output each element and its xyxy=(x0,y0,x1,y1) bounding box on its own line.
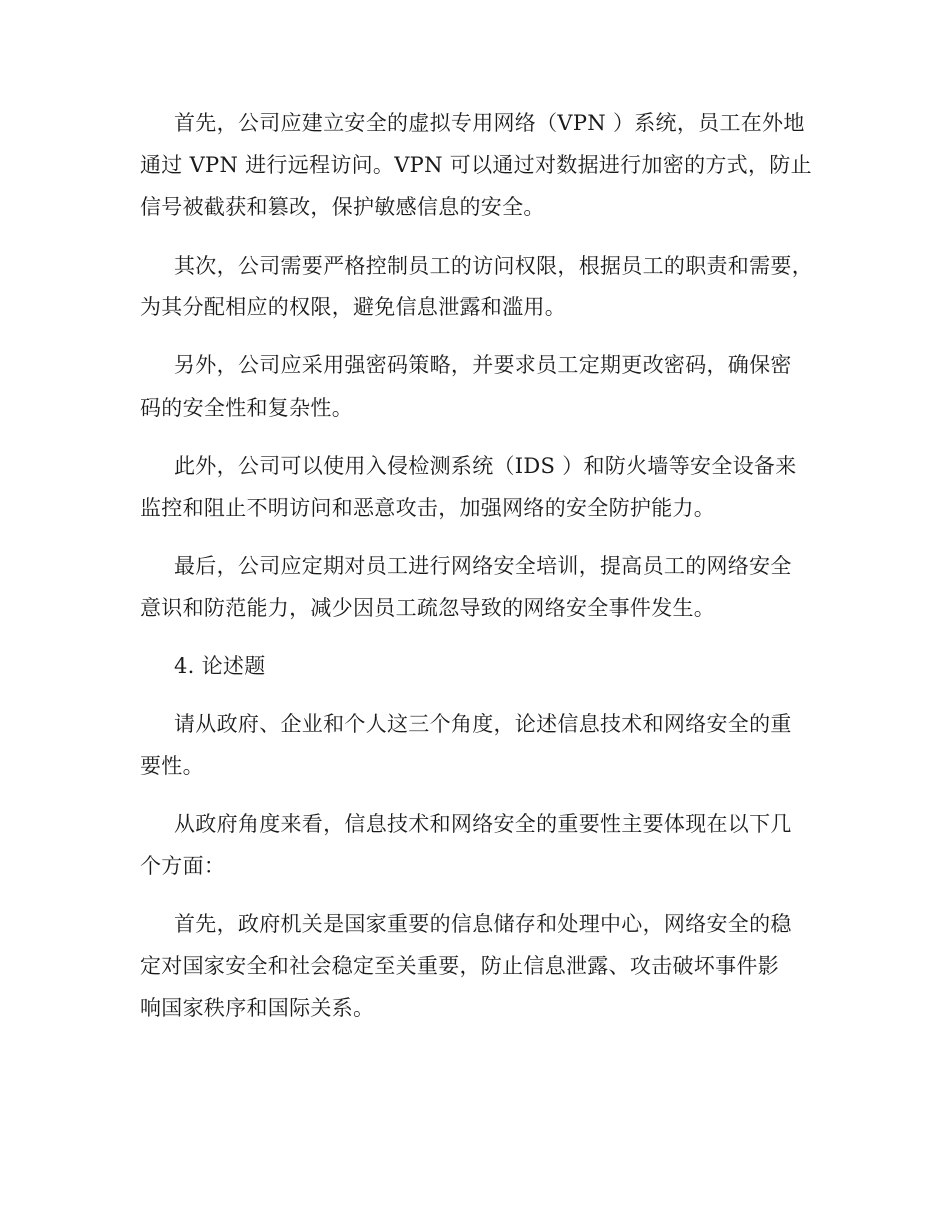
paragraph-line: 响国家秩序和国际关系。 xyxy=(140,996,375,1020)
paragraph-line: 另外，公司应采用强密码策略，并要求员工定期更改密码，确保密 xyxy=(174,353,792,377)
paragraph-line: 其次，公司需要严格控制员工的访问权限，根据员工的职责和需要， xyxy=(174,254,813,278)
paragraph-line: 信号被截获和篡改，保护敏感信息的安全。 xyxy=(140,195,545,219)
paragraph-line: 意识和防范能力，减少因员工疏忽导致的网络安全事件发生。 xyxy=(140,596,716,620)
paragraph-line: 监控和阻止不明访问和恶意攻击，加强网络的安全防护能力。 xyxy=(140,496,716,520)
paragraph-line: 首先，公司应建立安全的虚拟专用网络（VPN ）系统，员工在外地 xyxy=(174,111,805,135)
paragraph-line: 首先，政府机关是国家重要的信息储存和处理中心，网络安全的稳 xyxy=(174,912,792,936)
paragraph-line: 请从政府、企业和个人这三个角度，论述信息技术和网络安全的重 xyxy=(174,712,792,736)
paragraph-line: 为其分配相应的权限，避免信息泄露和滥用。 xyxy=(140,295,566,319)
paragraph-line: 码的安全性和复杂性。 xyxy=(140,396,353,420)
paragraph-line: 从政府角度来看，信息技术和网络安全的重要性主要体现在以下几 xyxy=(174,812,792,836)
section-heading-text: 4. 论述题 xyxy=(174,654,266,678)
paragraph-line: 个方面： xyxy=(140,854,226,878)
paragraph-line: 最后，公司应定期对员工进行网络安全培训，提高员工的网络安全 xyxy=(174,554,792,578)
paragraph-line: 要性。 xyxy=(140,754,204,778)
paragraph-line: 此外，公司可以使用入侵检测系统（IDS ）和防火墙等安全设备来 xyxy=(174,454,797,478)
paragraph-line: 定对国家安全和社会稳定至关重要，防止信息泄露、攻击破坏事件影 xyxy=(140,954,779,978)
paragraph-line: 通过 VPN 进行远程访问。VPN 可以通过对数据进行加密的方式，防止 xyxy=(140,153,812,177)
